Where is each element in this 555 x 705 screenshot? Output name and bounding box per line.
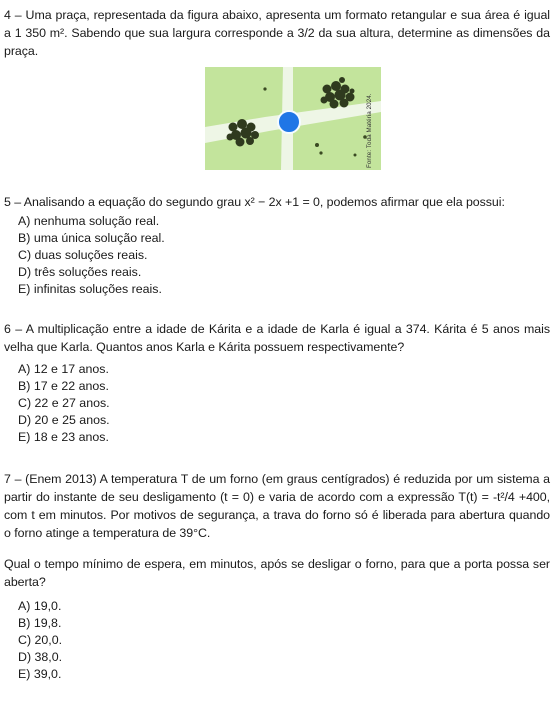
question-6-line-1: 6 – A multiplicação entre a idade de Kárita e a idade de Karla é igual a 374. Kárita é 5 anos mais bbox=[4, 322, 550, 336]
question-6-text bbox=[4, 320, 550, 356]
question-4-line-2: a 1 350 m². Sabendo que sua largura corresponde a 3/2 da sua altura, determine as dimensões da bbox=[4, 26, 550, 40]
option-c[interactable]: C) duas soluções reais. bbox=[18, 248, 148, 262]
question-7-prompt bbox=[4, 555, 550, 591]
option-d[interactable]: D) três soluções reais. bbox=[18, 265, 142, 279]
question-4-line-1: 4 – Uma praça, representada da figura abaixo, apresenta um formato retangular e sua área é igual bbox=[4, 8, 550, 22]
option-e[interactable]: E) 39,0. bbox=[18, 667, 62, 681]
question-6-options bbox=[18, 361, 110, 446]
question-7-text bbox=[4, 470, 550, 542]
option-a[interactable]: A) 19,0. bbox=[18, 599, 62, 613]
option-d[interactable]: D) 38,0. bbox=[18, 650, 63, 664]
question-7-line-4: o forno atinge a temperatura de 39°C. bbox=[4, 526, 211, 540]
option-a[interactable]: A) nenhuma solução real. bbox=[18, 214, 160, 228]
question-7-line-3: com t em minutos. Por motivos de segurança, a trava do forno só é liberada para abertura quando bbox=[4, 508, 550, 522]
option-e[interactable]: E) infinitas soluções reais. bbox=[18, 282, 162, 296]
option-e[interactable]: E) 18 e 23 anos. bbox=[18, 430, 109, 444]
question-5-line-1: 5 – Analisando a equação do segundo grau x² − 2x +1 = 0, podemos afirmar que ela possui: bbox=[4, 195, 505, 209]
question-6-line-2: velha que Karla. Quantos anos Karla e Kárita possuem respectivamente? bbox=[4, 340, 405, 354]
option-d[interactable]: D) 20 e 25 anos. bbox=[18, 413, 110, 427]
square-plaza-figure bbox=[205, 67, 381, 170]
option-b[interactable]: B) uma única solução real. bbox=[18, 231, 165, 245]
option-b[interactable]: B) 17 e 22 anos. bbox=[18, 379, 109, 393]
question-5-options bbox=[18, 213, 165, 298]
question-5-text bbox=[4, 193, 550, 211]
option-c[interactable]: C) 22 e 27 anos. bbox=[18, 396, 110, 410]
question-4-line-3: praça. bbox=[4, 44, 39, 58]
option-b[interactable]: B) 19,8. bbox=[18, 616, 62, 630]
figure-credit: Fonte: Toda Matéria 2024. bbox=[366, 93, 373, 168]
option-a[interactable]: A) 12 e 17 anos. bbox=[18, 362, 109, 376]
question-7-prompt-line-1: Qual o tempo mínimo de espera, em minutos, após se desligar o forno, para que a porta possa ser bbox=[4, 557, 550, 571]
question-7-prompt-line-2: aberta? bbox=[4, 575, 46, 589]
question-4-text bbox=[4, 6, 550, 60]
question-7-options bbox=[18, 598, 62, 683]
fountain bbox=[278, 111, 300, 133]
question-7-line-1: 7 – (Enem 2013) A temperatura T de um forno (em graus centígrados) é reduzida por um sistema a bbox=[4, 472, 550, 486]
question-7-line-2: partir do instante de seu desligamento (t = 0) e varia de acordo com a expressão T(t) = -t²/4 +400, bbox=[4, 490, 550, 504]
option-c[interactable]: C) 20,0. bbox=[18, 633, 63, 647]
